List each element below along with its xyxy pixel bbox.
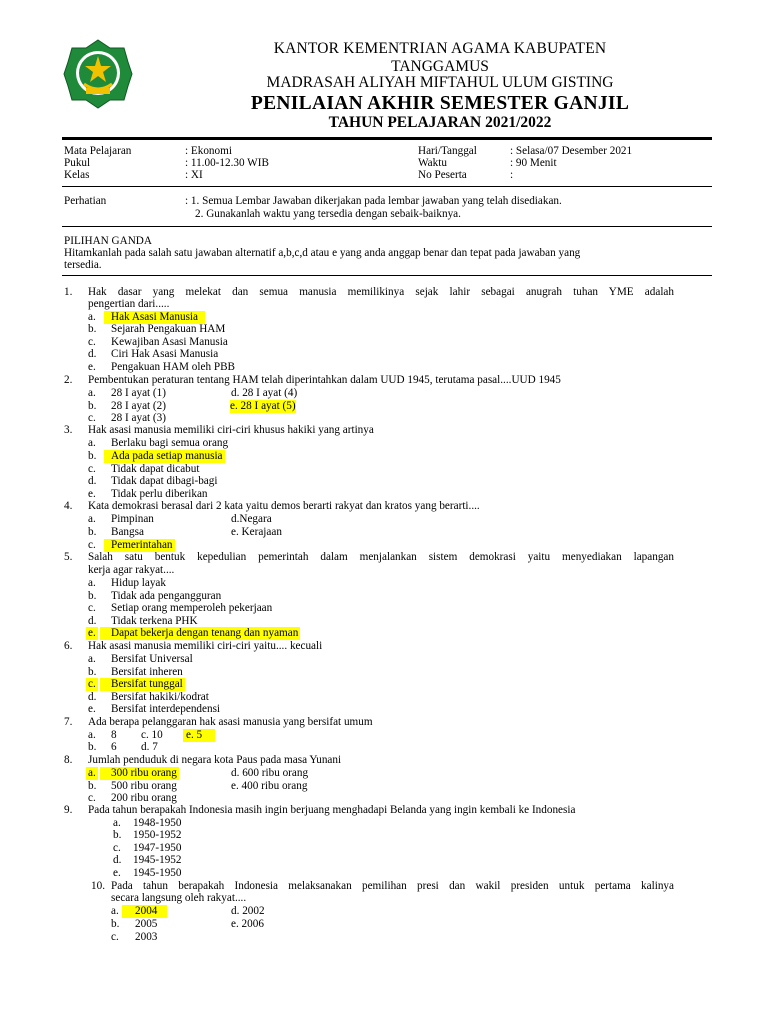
q4-text-1: Kata demokrasi berasal dari 2 kata yaitu demos berarti rakyat dan kratos yang berarti.... [88, 500, 480, 512]
q9-option-b-letter: b. [113, 829, 122, 841]
q1-option-d-letter: d. [88, 348, 97, 360]
q6-option-a-letter: a. [88, 653, 96, 665]
q3-option-a: Berlaku bagi semua orang [111, 437, 229, 449]
duration-label: Waktu [418, 157, 447, 169]
q5-option-a: Hidup layak [111, 577, 166, 589]
q2-option-c: 28 I ayat (3) [111, 412, 166, 424]
q2-option-a: 28 I ayat (1) [111, 387, 166, 399]
q8-option-d: d. 600 ribu orang [231, 767, 309, 779]
q10-option-c-letter: c. [111, 931, 119, 943]
q9-text-1: Pada tahun berapakah Indonesia masih ingin berjuang menghadapi Belanda yang ingin kembali ke Indonesia [88, 804, 576, 816]
q10-option-a-letter: a. [111, 905, 119, 917]
q1-option-e: Pengakuan HAM oleh PBB [111, 361, 235, 373]
q7-option-b: 6 [111, 741, 117, 753]
date-label: Hari/Tanggal [418, 145, 477, 157]
q2-option-c-letter: c. [88, 412, 96, 424]
q6-option-c: Bersifat tunggal [100, 678, 185, 691]
q10-option-d: d. 2002 [231, 905, 265, 917]
kemenag-logo [62, 38, 134, 110]
q5-option-c-letter: c. [88, 602, 96, 614]
q8-option-e: e. 400 ribu orang [231, 780, 308, 792]
q10-option-e: e. 2006 [231, 918, 264, 930]
q5-option-c: Setiap orang memperoleh pekerjaan [111, 602, 273, 614]
q3-text-1: Hak asasi manusia memiliki ciri-ciri khusus hakiki yang artinya [88, 424, 374, 436]
q5-option-d-letter: d. [88, 615, 97, 627]
q2-number: 2. [64, 374, 73, 386]
header-line-1: KANTOR KEMENTRIAN AGAMA KABUPATEN [273, 40, 607, 57]
q2-option-a-letter: a. [88, 387, 96, 399]
q5-number: 5. [64, 551, 73, 563]
q4-number: 4. [64, 500, 73, 512]
duration-value: : 90 Menit [510, 157, 557, 169]
q7-text-1: Ada berapa pelanggaran hak asasi manusia yang bersifat umum [88, 716, 373, 728]
q1-option-a-letter: a. [88, 311, 96, 323]
section-divider [62, 275, 712, 276]
q6-option-e-letter: e. [88, 703, 96, 715]
q8-option-c: 200 ribu orang [111, 792, 177, 804]
q2-option-b-letter: b. [88, 400, 97, 412]
q9-option-d-letter: d. [113, 854, 122, 866]
q2-option-d: d. 28 I ayat (4) [231, 387, 298, 399]
q8-option-a-letter: a. [88, 767, 96, 779]
q6-option-b: Bersifat inheren [111, 666, 183, 678]
q8-text-1: Jumlah penduduk di negara kota Paus pada masa Yunani [88, 754, 342, 766]
class-value: : XI [185, 169, 203, 181]
q9-number: 9. [64, 804, 73, 816]
q5-text-1: Salah satu bentuk kepedulian pemerintah dalam menjalankan sistem demokrasi yaitu menyediakan lapangan [88, 551, 674, 563]
q5-option-b-letter: b. [88, 590, 97, 602]
notice-item-1: : 1. Semua Lembar Jawaban dikerjakan pada lembar jawaban yang telah disediakan. [185, 195, 562, 207]
q1-option-b-letter: b. [88, 323, 97, 335]
q9-option-e: 1945-1950 [133, 867, 182, 879]
q1-option-b: Sejarah Pengakuan HAM [111, 323, 226, 335]
q3-option-e-letter: e. [88, 488, 96, 500]
q9-option-a-letter: a. [113, 817, 121, 829]
q9-option-c-letter: c. [113, 842, 121, 854]
q7-number: 7. [64, 716, 73, 728]
q7-option-b-letter: b. [88, 741, 97, 753]
q7-option-e: e. 5 [183, 729, 215, 742]
q7-option-c: c. 10 [141, 729, 163, 741]
q9-option-c: 1947-1950 [133, 842, 182, 854]
notice-item-2: 2. Gunakanlah waktu yang tersedia dengan sebaik-baiknya. [195, 208, 461, 220]
q8-option-b: 500 ribu orang [111, 780, 177, 792]
time-label: Pukul [64, 157, 91, 169]
q1-option-a: Hak Asasi Manusia [104, 311, 205, 324]
notice-label: Perhatian [64, 195, 107, 207]
q10-option-b-letter: b. [111, 918, 120, 930]
q3-option-c: Tidak dapat dicabut [111, 463, 200, 475]
q7-option-a: 8 [111, 729, 117, 741]
q9-option-a: 1948-1950 [133, 817, 182, 829]
participant-value: : [510, 169, 514, 181]
section-instruction-2: tersedia. [64, 259, 102, 271]
q4-option-c-letter: c. [88, 539, 96, 551]
q9-option-b: 1950-1952 [133, 829, 182, 841]
q4-option-b-letter: b. [88, 526, 97, 538]
notice-divider [62, 226, 712, 227]
q4-option-b: Bangsa [111, 526, 144, 538]
academic-year: TAHUN PELAJARAN 2021/2022 [328, 114, 552, 131]
q4-option-a: Pimpinan [111, 513, 154, 525]
header-line-2: TANGGAMUS [391, 58, 489, 75]
q10-number: 10. [91, 880, 105, 892]
q3-number: 3. [64, 424, 73, 436]
q6-number: 6. [64, 640, 73, 652]
q2-option-b: 28 I ayat (2) [111, 400, 166, 412]
q2-text-1: Pembentukan peraturan tentang HAM telah diperintahkan dalam UUD 1945, terutama pasal....UUD 1945 [88, 374, 561, 386]
q8-option-b-letter: b. [88, 780, 97, 792]
exam-title: PENILAIAN AKHIR SEMESTER GANJIL [250, 93, 630, 114]
q7-option-a-letter: a. [88, 729, 96, 741]
section-title: PILIHAN GANDA [64, 235, 152, 247]
q3-option-e: Tidak perlu diberikan [111, 488, 208, 500]
q1-number: 1. [64, 286, 73, 298]
q8-number: 8. [64, 754, 73, 766]
q6-text-1: Hak asasi manusia memiliki ciri-ciri yaitu.... kecuali [88, 640, 323, 652]
subject-value: : Ekonomi [185, 145, 232, 157]
q6-option-b-letter: b. [88, 666, 97, 678]
q6-option-e: Bersifat interdependensi [111, 703, 221, 715]
q5-text-2: kerja agar rakyat.... [88, 564, 175, 576]
q3-option-a-letter: a. [88, 437, 96, 449]
q9-option-e-letter: e. [113, 867, 121, 879]
q3-option-d-letter: d. [88, 475, 97, 487]
q5-option-d: Tidak terkena PHK [111, 615, 198, 627]
q3-option-b: Ada pada setiap manusia [104, 450, 225, 463]
q10-text-2: secara langsung oleh rakyat.... [111, 892, 247, 904]
time-value: : 11.00-12.30 WIB [185, 157, 269, 169]
q4-option-a-letter: a. [88, 513, 96, 525]
q10-text-1: Pada tahun berapakah Indonesia melaksanakan pemilihan presi dan wakil presiden untuk pertama kalinya [111, 880, 674, 892]
q1-text-1: Hak dasar yang melekat dan semua manusia memilikinya sejak lahir sebagai anugrah tuhan YME adalah [88, 286, 674, 298]
q5-option-a-letter: a. [88, 577, 96, 589]
info-divider [62, 186, 712, 187]
q1-text-2: pengertian dari..... [88, 298, 170, 310]
q8-option-a: 300 ribu orang [100, 767, 179, 780]
q5-option-b: Tidak ada pengangguran [111, 590, 222, 602]
class-label: Kelas [64, 169, 90, 181]
q4-option-d: d.Negara [231, 513, 272, 525]
q10-option-b: 2005 [135, 918, 158, 930]
participant-label: No Peserta [418, 169, 467, 181]
q9-option-d: 1945-1952 [133, 854, 182, 866]
q3-option-c-letter: c. [88, 463, 96, 475]
q3-option-b-letter: b. [88, 450, 97, 462]
q5-option-e: Dapat bekerja dengan tenang dan nyaman [100, 627, 300, 640]
q3-option-d: Tidak dapat dibagi-bagi [111, 475, 218, 487]
header-line-3: MADRASAH ALIYAH MIFTAHUL ULUM GISTING [266, 74, 614, 91]
date-value: : Selasa/07 Desember 2021 [510, 145, 633, 157]
header-divider [62, 137, 712, 140]
q10-option-a: 2004 [122, 905, 167, 918]
q4-option-e: e. Kerajaan [231, 526, 282, 538]
q7-option-d: d. 7 [141, 741, 158, 753]
q1-option-e-letter: e. [88, 361, 96, 373]
q4-option-c: Pemerintahan [104, 539, 175, 552]
q5-option-e-letter: e. [88, 627, 96, 639]
q6-option-d-letter: d. [88, 691, 97, 703]
q10-option-c: 2003 [135, 931, 158, 943]
q1-option-d: Ciri Hak Asasi Manusia [111, 348, 219, 360]
q2-option-e: e. 28 I ayat (5) [230, 400, 296, 412]
q1-option-c: Kewajiban Asasi Manusia [111, 336, 228, 348]
q6-option-d: Bersifat hakiki/kodrat [111, 691, 209, 703]
q8-option-c-letter: c. [88, 792, 96, 804]
section-instruction-1: Hitamkanlah pada salah satu jawaban alternatif a,b,c,d atau e yang anda anggap benar dan tepat pada jawaban yang [64, 247, 581, 259]
q6-option-a: Bersifat Universal [111, 653, 193, 665]
subject-label: Mata Pelajaran [64, 145, 132, 157]
q6-option-c-letter: c. [88, 678, 96, 690]
q1-option-c-letter: c. [88, 336, 96, 348]
